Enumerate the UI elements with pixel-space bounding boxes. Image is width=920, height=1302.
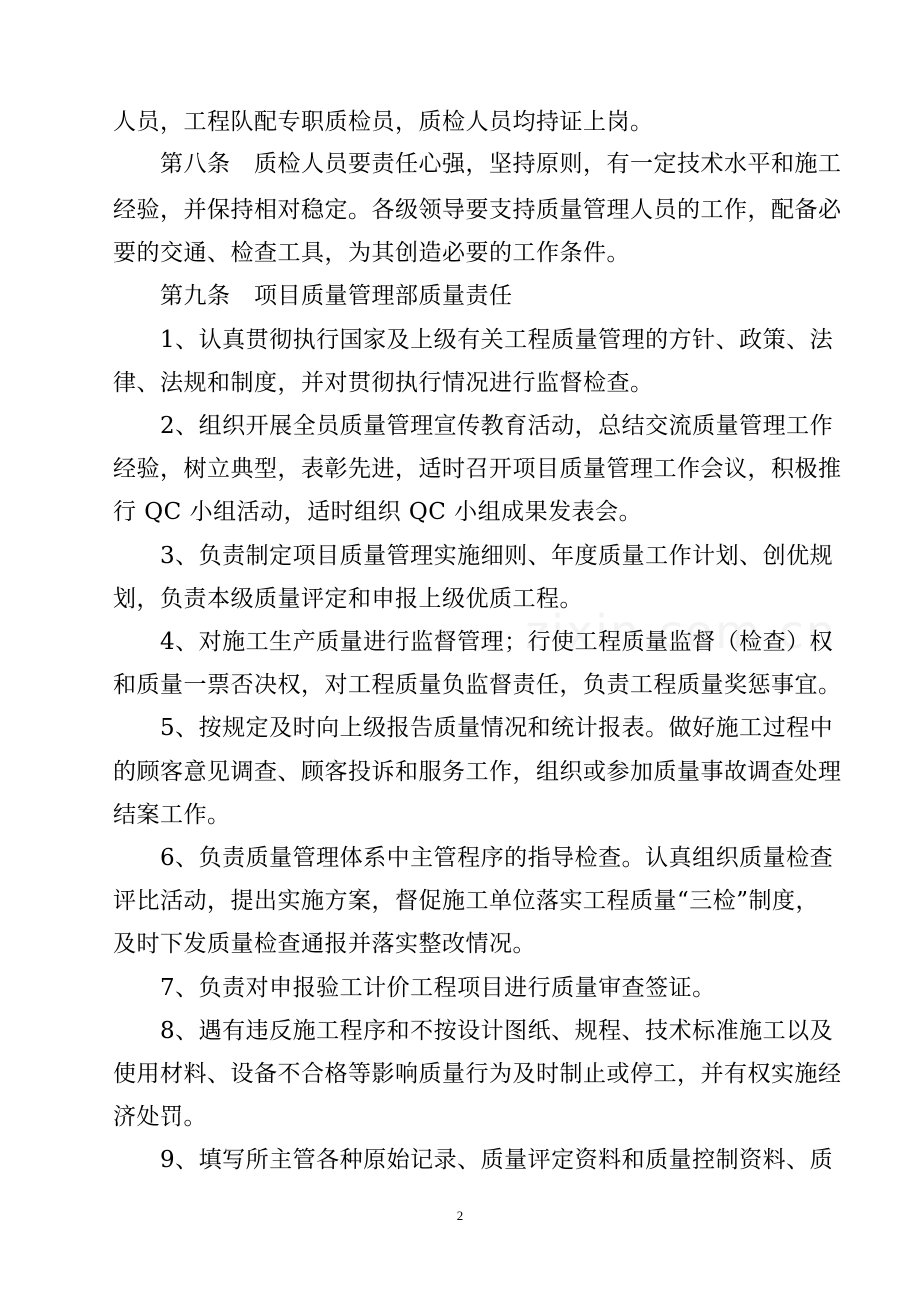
text-line: 2、组织开展全员质量管理宣传教育活动，总结交流质量管理工作 bbox=[113, 413, 834, 439]
text-line: 6、负责质量管理体系中主管程序的指导检查。认真组织质量检查 bbox=[113, 845, 834, 871]
text-line: 和质量一票否决权，对工程质量负监督责任，负责工程质量奖惩事宜。 bbox=[113, 672, 842, 698]
text-line: 经验，树立典型，表彰先进，适时召开项目质量管理工作会议，积极推 bbox=[113, 456, 842, 482]
text-line: 行 QC 小组活动，适时组织 QC 小组成果发表会。 bbox=[113, 499, 643, 525]
text-line: 8、遇有违反施工程序和不按设计图纸、规程、技术标准施工以及 bbox=[113, 1018, 834, 1044]
text-line: 7、负责对申报验工计价工程项目进行质量审查签证。 bbox=[113, 975, 716, 1001]
text-line: 第九条 项目质量管理部质量责任 bbox=[113, 283, 513, 309]
text-line: 及时下发质量检查通报并落实整改情况。 bbox=[113, 931, 536, 957]
text-line: 划，负责本级质量评定和申报上级优质工程。 bbox=[113, 586, 583, 612]
text-line: 第八条 质检人员要责任心强，坚持原则，有一定技术水平和施工 bbox=[113, 151, 842, 177]
text-line: 5、按规定及时向上级报告质量情况和统计报表。做好施工过程中 bbox=[113, 715, 834, 741]
text-line: 济处罚。 bbox=[113, 1104, 207, 1130]
watermark bbox=[525, 605, 837, 659]
text-line: 4、对施工生产质量进行监督管理；行使工程质量监督（检查）权 bbox=[113, 629, 834, 655]
text-line: 使用材料、设备不合格等影响质量行为及时制止或停工，并有权实施经 bbox=[113, 1061, 842, 1087]
page-number: 2 bbox=[456, 1208, 464, 1223]
text-line: 结案工作。 bbox=[113, 802, 231, 828]
text-line: 律、法规和制度，并对贯彻执行情况进行监督检查。 bbox=[113, 370, 654, 396]
text-line: 经验，并保持相对稳定。各级领导要支持质量管理人员的工作，配备必 bbox=[113, 197, 842, 223]
text-line: 要的交通、检查工具，为其创造必要的工作条件。 bbox=[113, 240, 630, 266]
text-line: 的顾客意见调查、顾客投诉和服务工作，组织或参加质量事故调查处理 bbox=[113, 759, 842, 785]
text-line: 1、认真贯彻执行国家及上级有关工程质量管理的方针、政策、法 bbox=[113, 327, 834, 353]
text-line: 评比活动，提出实施方案，督促施工单位落实工程质量“三检”制度， bbox=[113, 888, 820, 914]
text-line: 3、负责制定项目质量管理实施细则、年度质量工作计划、创优规 bbox=[113, 543, 834, 569]
text-line: 人员，工程队配专职质检员，质检人员均持证上岗。 bbox=[113, 109, 654, 135]
text-line: 9、填写所主管各种原始记录、质量评定资料和质量控制资料、质 bbox=[113, 1147, 834, 1173]
